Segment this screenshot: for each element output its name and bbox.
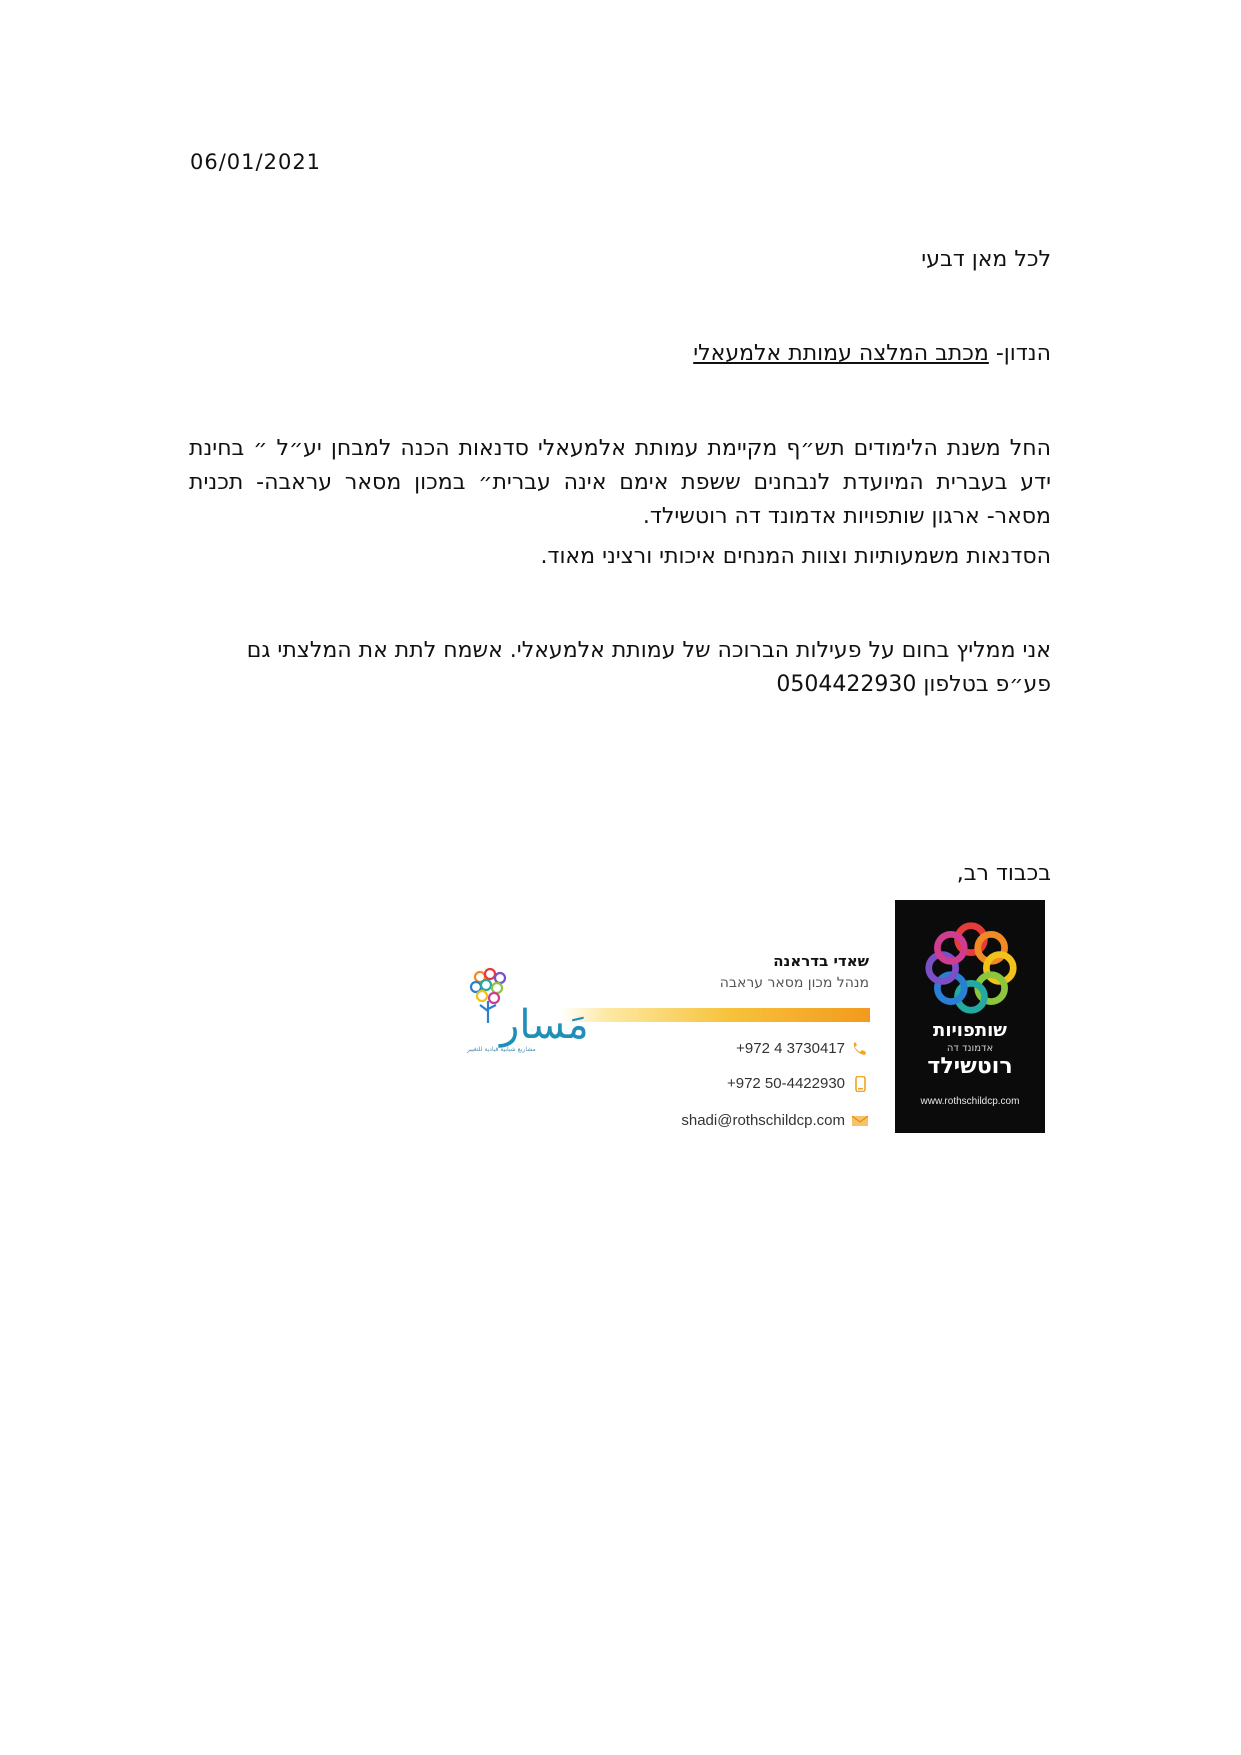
org-name-line1: שותפויות bbox=[933, 1020, 1007, 1041]
paragraph-recommendation: אני ממליץ בחום על פעילות הברוכה של עמותת אלמעאלי. אשמח לתת את המלצתי גם פע״פ בטלפון 0504422930 bbox=[246, 638, 1051, 697]
email-address: shadi@rothschildcp.com bbox=[681, 1112, 845, 1129]
rothschild-logo-panel bbox=[895, 900, 1045, 1133]
mobile-icon bbox=[851, 1076, 869, 1092]
envelope-icon bbox=[851, 1113, 869, 1129]
salutation: לכל מאן דבעי bbox=[921, 247, 1051, 272]
mobile-number: +972 50-4422930 bbox=[726, 1075, 845, 1092]
contact-mobile bbox=[727, 1075, 869, 1092]
org-url: www.rothschildcp.com bbox=[920, 1096, 1020, 1107]
subject-title: מכתב המלצה עמותת אלמעאלי bbox=[693, 341, 989, 366]
rothschild-flower-logo bbox=[923, 920, 1019, 1016]
org-name-line3: רוטשילד bbox=[927, 1054, 1013, 1079]
phone-number: +972 4 3730417 bbox=[736, 1040, 845, 1057]
closing: בכבוד רב, bbox=[956, 861, 1051, 886]
contact-email bbox=[681, 1112, 869, 1129]
signature-divider-bar bbox=[560, 1008, 870, 1022]
subject-prefix: הנדון- bbox=[988, 341, 1051, 366]
signer-role: מנהל מכון מסאר עראבה bbox=[719, 975, 869, 991]
signer-name: שאדי בדראנה bbox=[773, 952, 869, 970]
phone-icon bbox=[851, 1041, 869, 1057]
paragraph-quality: הסדנאות משמעותיות וצוות המנחים איכותי ורציני מאוד. bbox=[540, 544, 1051, 569]
org-name-line2: אדמונד דה bbox=[946, 1043, 994, 1054]
subject-line bbox=[693, 337, 1051, 371]
paragraph-workshops: החל משנת הלימודים תש״ף מקיימת עמותת אלמעאלי סדנאות הכנה למבחן יע״ל ״ בחינת ידע בעברית המיועדת לנבחנים ששפת אימם אינה עברית״ במכון מסאר עראבה- תכנית מסאר- ארגון שותפויות אדמונד דה רוטשילד. bbox=[189, 436, 1051, 529]
masar-wordmark: مَسار bbox=[500, 1002, 589, 1048]
masar-tagline: مشاريع شبابية قيادية للتغيير bbox=[467, 1046, 536, 1053]
contact-phone bbox=[736, 1040, 869, 1057]
letter-date: 06/01/2021 bbox=[190, 150, 322, 174]
